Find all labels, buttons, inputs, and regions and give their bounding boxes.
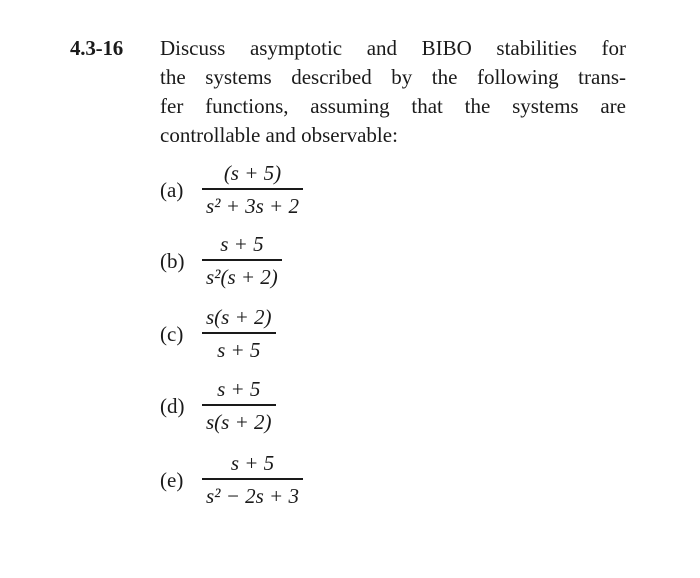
numerator: s(s + 2) (206, 305, 272, 329)
numerator: s + 5 (230, 451, 275, 475)
denominator: s + 5 (217, 337, 261, 362)
numerator: (s + 5) (223, 161, 282, 185)
fraction-bar (202, 478, 303, 480)
part-c (160, 304, 560, 364)
denominator: s² − 2s + 3 (206, 483, 299, 508)
part-label: (d) (160, 394, 185, 418)
numerator: s + 5 (220, 232, 264, 256)
part-e (160, 450, 560, 510)
denominator: s² + 3s + 2 (206, 193, 299, 218)
fraction-bar (202, 188, 303, 190)
problem-statement (160, 34, 626, 150)
statement-line-4: controllable and observable: (160, 123, 398, 147)
fraction-bar (202, 404, 276, 406)
statement-line-1: Discuss asymptotic and BIBO stabilities for (160, 36, 626, 60)
transfer-function (202, 376, 276, 435)
fraction-bar (202, 332, 276, 334)
transfer-function (202, 304, 276, 363)
part-label: (a) (160, 178, 184, 202)
part-label: (b) (160, 249, 185, 273)
statement-line-2: the systems described by the following trans- (160, 65, 626, 89)
fraction-bar (202, 259, 282, 261)
part-a (160, 160, 560, 220)
numerator: s + 5 (217, 377, 261, 401)
part-label: (e) (160, 468, 184, 492)
denominator: s²(s + 2) (206, 264, 278, 289)
transfer-function (202, 231, 282, 290)
denominator: s(s + 2) (206, 409, 272, 434)
part-d (160, 376, 560, 436)
transfer-function (202, 160, 303, 219)
transfer-function (202, 450, 303, 509)
part-label: (c) (160, 322, 184, 346)
part-b (160, 231, 560, 291)
statement-line-3: fer functions, assuming that the systems are (160, 94, 626, 118)
problem-number: 4.3-16 (70, 36, 124, 60)
